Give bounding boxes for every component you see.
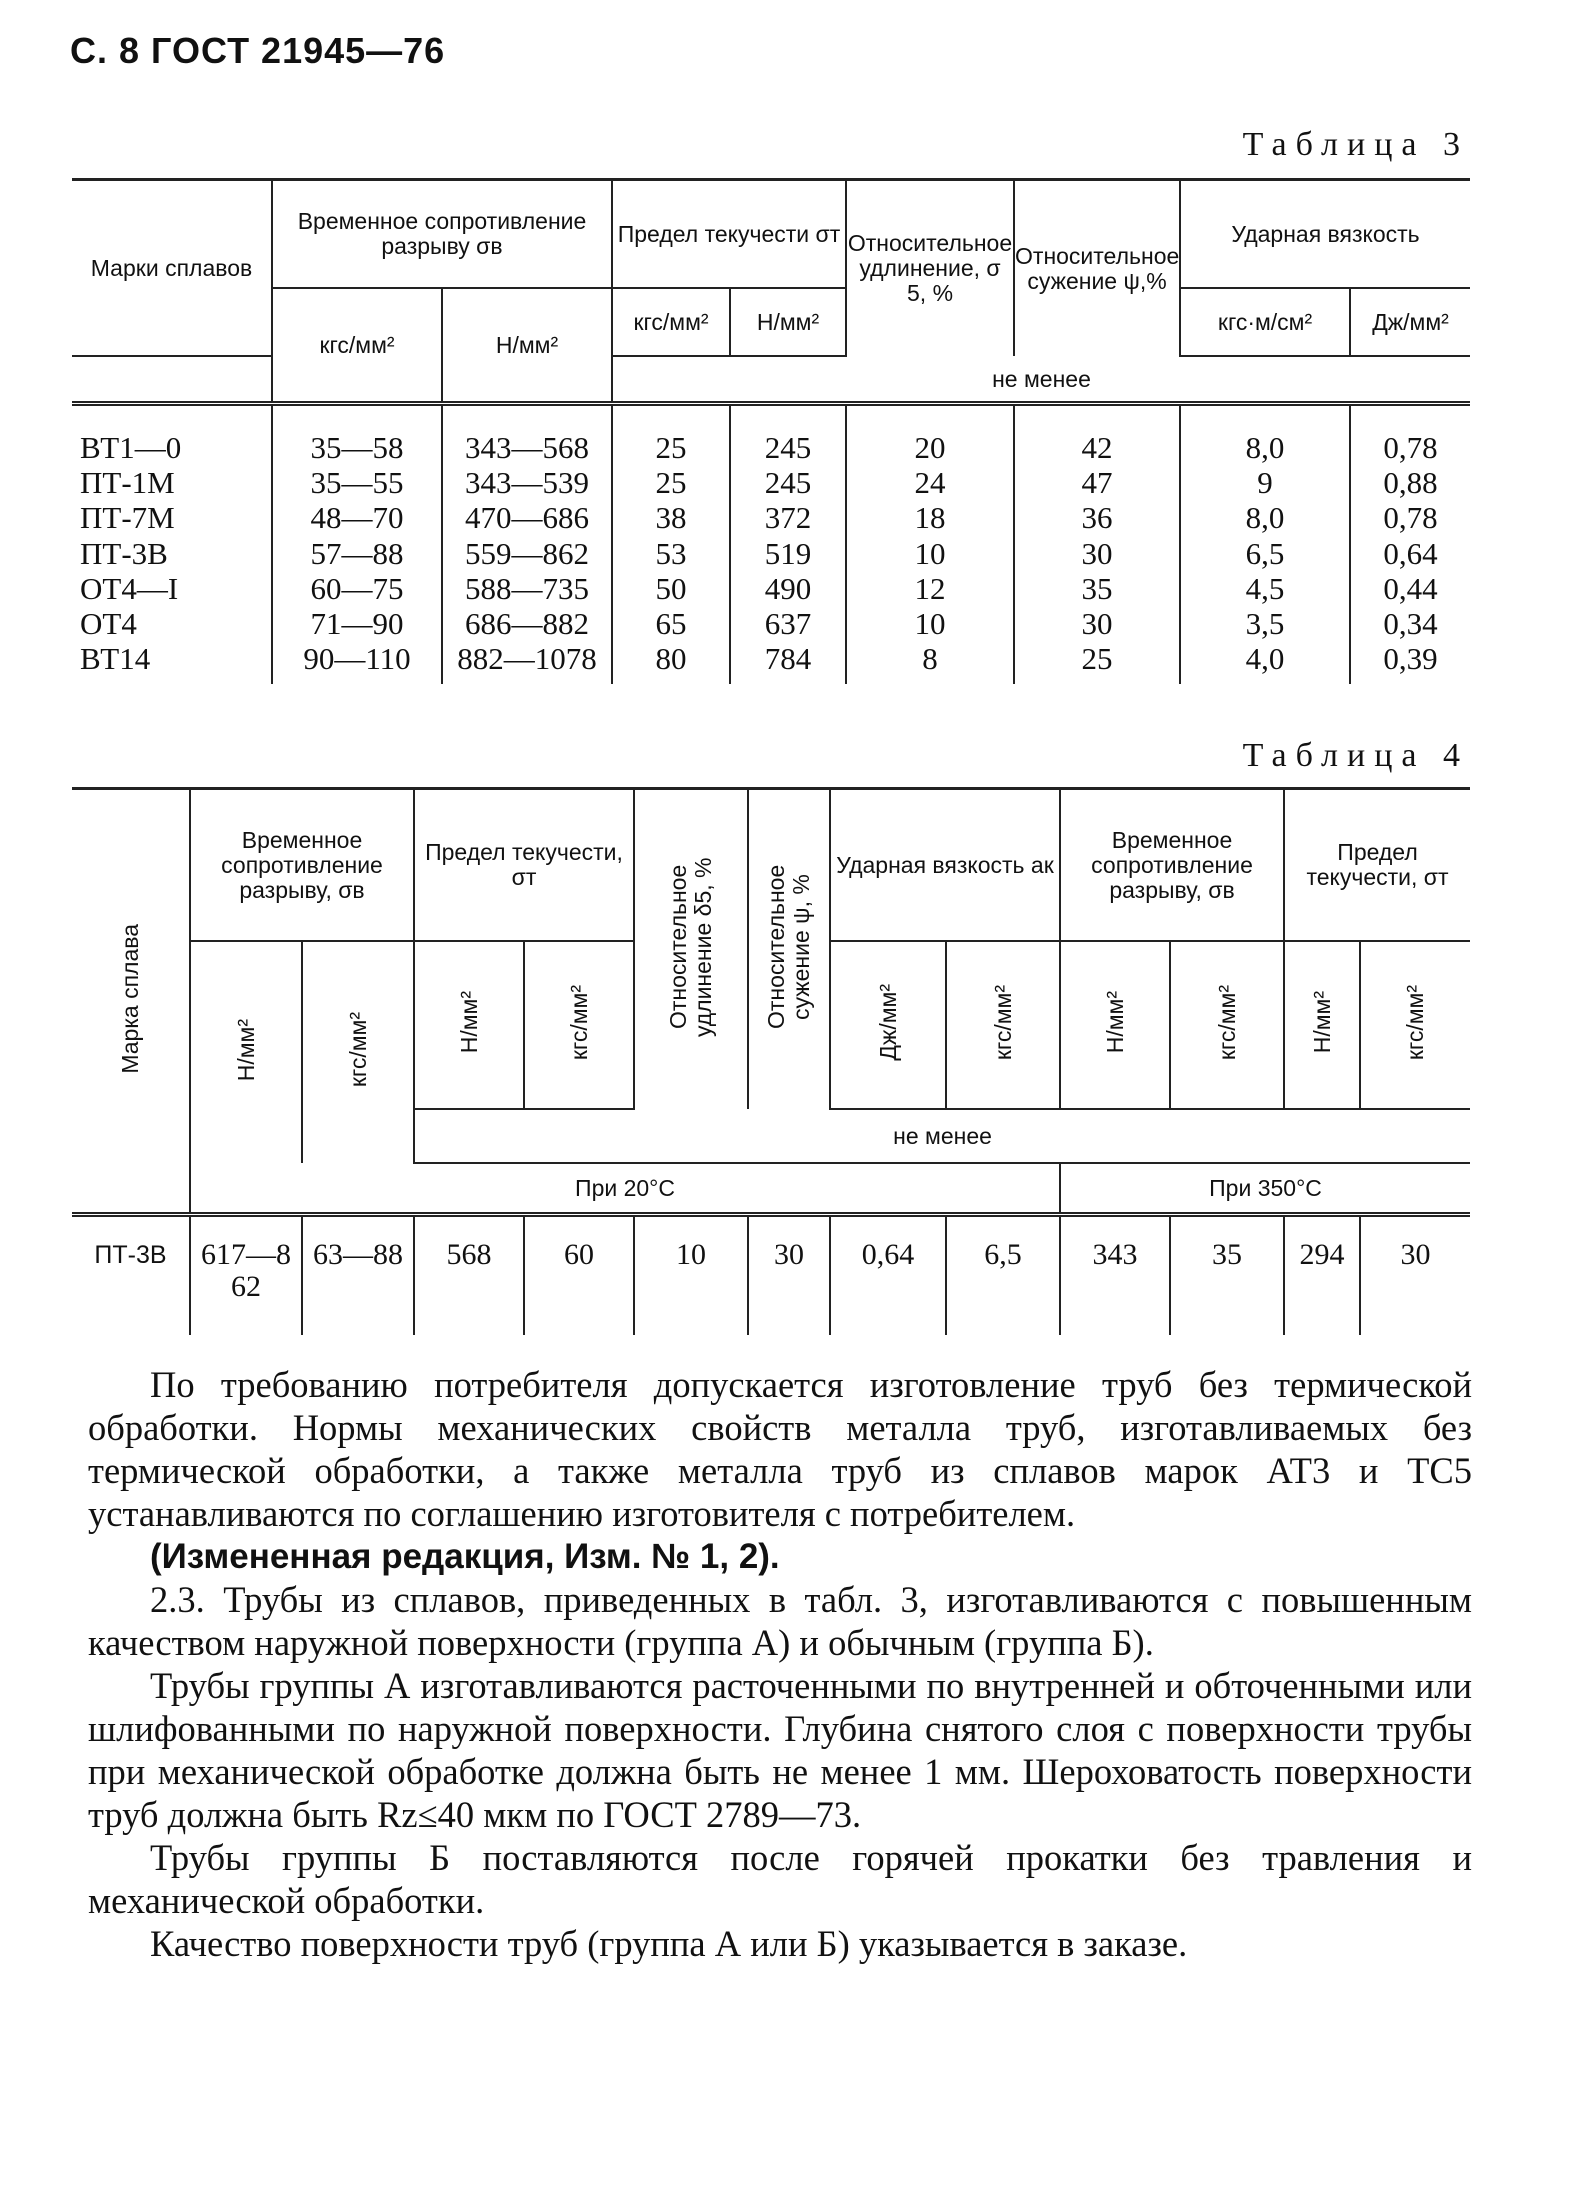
t4-cell-impact-kgf: 6,5 bbox=[946, 1215, 1060, 1336]
t4-at-20: При 20°C bbox=[190, 1163, 1060, 1215]
t4-cell-yield-kgf: 60 bbox=[524, 1215, 634, 1336]
t3-unit-impact-j: Дж/мм² bbox=[1350, 288, 1470, 356]
body-text bbox=[88, 1363, 1472, 1965]
t4-unit-yield350-n-text: Н/мм² bbox=[1308, 991, 1335, 1054]
t3-head-impact: Ударная вязкость bbox=[1180, 180, 1470, 289]
paragraph-group-b: Трубы группы Б поставляются после горячей прокатки без травления и механической обработки. bbox=[88, 1837, 1472, 1921]
t4-head-impact: Ударная вязкость aк bbox=[830, 789, 1060, 942]
page-header: С. 8 ГОСТ 21945—76 bbox=[70, 30, 446, 71]
paragraph-2-3: 2.3. Трубы из сплавов, приведенных в табл. 3, изготавливаются с повышенным качеством наружной поверхности (группа А) и обычным (группа Б). bbox=[88, 1579, 1472, 1663]
t3-col-impact-kgfm: 8,0 9 8,0 6,5 4,5 3,5 4,0 bbox=[1180, 424, 1350, 684]
t3-col-yield-n: 245 245 372 519 490 637 784 bbox=[730, 424, 846, 684]
t3-unit-yield-kgf: кгс/мм² bbox=[612, 288, 730, 356]
t3-not-less: не менее bbox=[612, 356, 1470, 404]
t3-unit-impact-kgfm: кгс·м/см² bbox=[1180, 288, 1350, 356]
t4-unit-yield-n-text: Н/мм² bbox=[455, 991, 482, 1054]
t4-unit-tensile-kgf-text: кгс/мм² bbox=[344, 1012, 371, 1088]
paragraph-amendment: (Измененная редакция, Изм. № 1, 2). bbox=[150, 1537, 780, 1576]
t4-head-elongation bbox=[634, 789, 748, 1110]
t4-unit-yield350-kgf bbox=[1360, 941, 1470, 1109]
t4-unit-tensile-n-text: Н/мм² bbox=[232, 1018, 259, 1082]
t3-unit-yield-n: Н/мм² bbox=[730, 288, 846, 356]
paragraph-group-a: Трубы группы А изготавливаются расточенными по внутренней и обточенными или шлифованными по наружной поверхности. Глубина снятого слоя с поверхности трубы при механической обработке должна быть не менее 1 мм. Шероховатость поверхности труб должна быть Rz≤40 мкм по ГОСТ 2789—73. bbox=[88, 1665, 1472, 1835]
t4-row bbox=[72, 1215, 1470, 1336]
t4-unit-tensile350-n bbox=[1060, 941, 1170, 1109]
t4-unit-impact-j bbox=[830, 941, 946, 1109]
t3-col-elongation: 20 24 18 10 12 10 8 bbox=[846, 424, 1014, 684]
t4-cell-grade: ПТ-3В bbox=[94, 1241, 167, 1269]
t4-unit-tensile-n bbox=[190, 941, 302, 1163]
table3 bbox=[72, 178, 1470, 684]
t4-not-less: не менее bbox=[414, 1109, 1470, 1163]
paragraph-1: По требованию потребителя допускается изготовление труб без термической обработки. Нормы механических свойств металла труб, изготавливаемых без термической обработки, а также металла труб из сплавов марок АТ3 и ТС5 устанавливаются по соглашению изготовителя с потребителем. bbox=[88, 1364, 1472, 1534]
t4-cell-tensile350-n: 343 bbox=[1060, 1215, 1170, 1336]
t4-unit-impact-kgf-text: кгс/мм² bbox=[989, 984, 1016, 1061]
t4-unit-tensile350-kgf bbox=[1170, 941, 1284, 1109]
t4-unit-yield-n bbox=[414, 941, 524, 1109]
t3-col-narrowing: 42 47 36 30 35 30 25 bbox=[1014, 424, 1180, 684]
t4-head-grade bbox=[72, 789, 190, 1215]
t4-unit-tensile350-n-text: Н/мм² bbox=[1101, 991, 1128, 1054]
table4-caption: Таблица 4 bbox=[1242, 737, 1469, 774]
t3-unit-tensile-n: Н/мм² bbox=[442, 288, 612, 404]
t3-head-elongation: Относительное удлинение, σ 5, % bbox=[846, 180, 1014, 357]
paragraph-order: Качество поверхности труб (группа А или Б) указывается в заказе. bbox=[150, 1923, 1188, 1964]
t4-unit-tensile350-kgf-text: кгс/мм² bbox=[1213, 984, 1240, 1061]
t4-head-tensile: Временное сопротивление разрыву, σв bbox=[190, 789, 414, 942]
t4-head-yield: Предел текучести, σт bbox=[414, 789, 634, 942]
t3-col-tensile-kgf: 35—58 35—55 48—70 57—88 60—75 71—90 90—110 bbox=[272, 424, 442, 684]
t4-unit-impact-j-text: Дж/мм² bbox=[874, 984, 901, 1061]
t4-unit-yield-kgf-text: кгс/мм² bbox=[565, 984, 592, 1061]
t4-head-yield-350: Предел текучести, σт bbox=[1284, 789, 1470, 942]
t4-cell-yield350-kgf: 30 bbox=[1360, 1215, 1470, 1336]
t3-head-tensile: Временное сопротивление разрыву σв bbox=[272, 180, 612, 289]
table3-caption: Таблица 3 bbox=[1242, 126, 1469, 163]
t3-head-yield: Предел текучести σт bbox=[612, 180, 846, 289]
t3-col-grades: ВТ1—0 ПТ-1М ПТ-7М ПТ-3В ОТ4—I ОТ4 ВТ14 bbox=[80, 430, 182, 677]
t4-unit-yield-kgf bbox=[524, 941, 634, 1109]
t4-cell-tensile-n: 617—862 bbox=[190, 1215, 302, 1336]
t4-unit-yield350-kgf-text: кгс/мм² bbox=[1402, 984, 1429, 1061]
t3-col-yield-kgf: 25 25 38 53 50 65 80 bbox=[612, 424, 730, 684]
t3-head-narrowing: Относительное сужение ψ,% bbox=[1014, 180, 1180, 357]
t4-unit-impact-kgf bbox=[946, 941, 1060, 1109]
t3-head-grades: Марки сплавов bbox=[72, 180, 272, 357]
t4-head-tensile-350: Временное сопротивление разрыву, σв bbox=[1060, 789, 1284, 942]
t4-head-grade-text: Марка сплава bbox=[117, 923, 143, 1074]
t4-at-350: При 350°C bbox=[1060, 1163, 1470, 1215]
t4-cell-yield-n: 568 bbox=[414, 1215, 524, 1336]
table4 bbox=[72, 787, 1470, 1335]
t4-cell-elongation: 10 bbox=[634, 1215, 748, 1336]
t3-col-tensile-n: 343—568 343—539 470—686 559—862 588—735 686—882 882—1078 bbox=[442, 424, 612, 684]
t4-unit-yield350-n bbox=[1284, 941, 1360, 1109]
t4-head-elongation-text: Относительное удлинение δ5, % bbox=[665, 857, 717, 1037]
t4-cell-yield350-n: 294 bbox=[1284, 1215, 1360, 1336]
t3-col-impact-j: 0,78 0,88 0,78 0,64 0,44 0,34 0,39 bbox=[1350, 424, 1470, 684]
t4-cell-narrowing: 30 bbox=[748, 1215, 830, 1336]
t4-cell-tensile350-kgf: 35 bbox=[1170, 1215, 1284, 1336]
t4-cell-impact-j: 0,64 bbox=[830, 1215, 946, 1336]
t4-head-narrowing-text: Относительное сужение ψ, % bbox=[763, 864, 815, 1030]
t3-unit-tensile-kgf: кгс/мм² bbox=[272, 288, 442, 404]
t4-unit-tensile-kgf bbox=[302, 941, 414, 1163]
t4-cell-tensile-kgf: 63—88 bbox=[302, 1215, 414, 1336]
t4-head-narrowing bbox=[748, 789, 830, 1110]
